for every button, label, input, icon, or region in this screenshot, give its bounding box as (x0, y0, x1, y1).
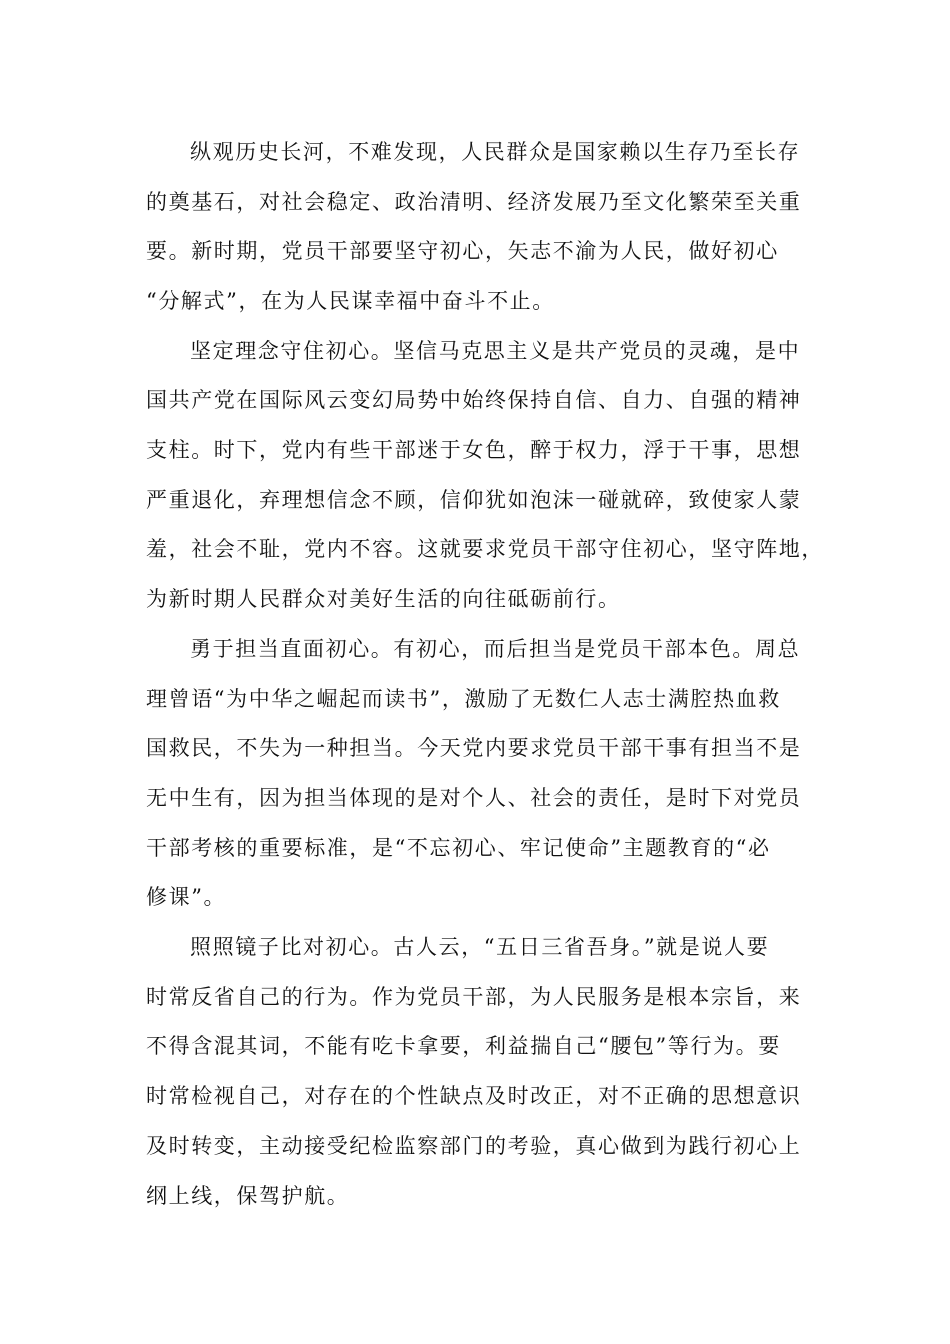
paragraph-3-line-2: 理曾语“为中华之崛起而读书”，激励了无数仁人志士满腔热血救 (146, 687, 781, 711)
paragraph-3-line-1: 勇于担当直面初心。有初心，而后担当是党员干部本色。周总 (190, 637, 801, 661)
paragraph-4-line-6: 纲上线，保驾护航。 (146, 1184, 350, 1208)
paragraph-1-line-2: 的奠基石，对社会稳定、政治清明、经济发展乃至文化繁荣至关重 (146, 190, 802, 214)
paragraph-2-line-4: 严重退化，弃理想信念不顾，信仰犹如泡沫一碰就碎，致使家人蒙 (146, 488, 802, 512)
paragraph-1-line-3: 要。新时期，党员干部要坚守初心，矢志不渝为人民，做好初心 (146, 239, 779, 263)
paragraph-1-line-4: “分解式”，在为人民谋幸福中奋斗不止。 (146, 289, 555, 313)
paragraph-1-line-1: 纵观历史长河，不难发现，人民群众是国家赖以生存乃至长存 (190, 140, 801, 164)
paragraph-3-line-4: 无中生有，因为担当体现的是对个人、社会的责任，是时下对党员 (146, 786, 802, 810)
paragraph-4-line-5: 及时转变，主动接受纪检监察部门的考验，真心做到为践行初心上 (146, 1134, 802, 1158)
paragraph-4-line-3: 不得含混其词，不能有吃卡拿要，利益揣自己“腰包”等行为。要 (146, 1034, 781, 1058)
paragraph-4-line-1: 照照镜子比对初心。古人云，“五日三省吾身。”就是说人要 (190, 935, 770, 959)
paragraph-3-line-3: 国救民，不失为一种担当。今天党内要求党员干部干事有担当不是 (146, 736, 802, 760)
paragraph-2-line-3: 支柱。时下，党内有些干部迷于女色，醉于权力，浮于干事，思想 (146, 438, 802, 462)
paragraph-4-line-2: 时常反省自己的行为。作为党员干部，为人民服务是根本宗旨，来 (146, 985, 802, 1009)
paragraph-2-line-5: 羞，社会不耻，党内不容。这就要求党员干部守住初心，坚守阵地， (146, 537, 824, 561)
paragraph-3-line-5: 干部考核的重要标准，是“不忘初心、牢记使命”主题教育的“必 (146, 836, 771, 860)
paragraph-4-line-4: 时常检视自己，对存在的个性缺点及时改正，对不正确的思想意识 (146, 1084, 802, 1108)
paragraph-2-line-1: 坚定理念守住初心。坚信马克思主义是共产党员的灵魂，是中 (190, 339, 801, 363)
paragraph-3-line-6: 修课”。 (146, 885, 227, 909)
paragraph-2-line-2: 国共产党在国际风云变幻局势中始终保持自信、自力、自强的精神 (146, 388, 802, 412)
paragraph-2-line-6: 为新时期人民群众对美好生活的向往砥砺前行。 (146, 587, 621, 611)
